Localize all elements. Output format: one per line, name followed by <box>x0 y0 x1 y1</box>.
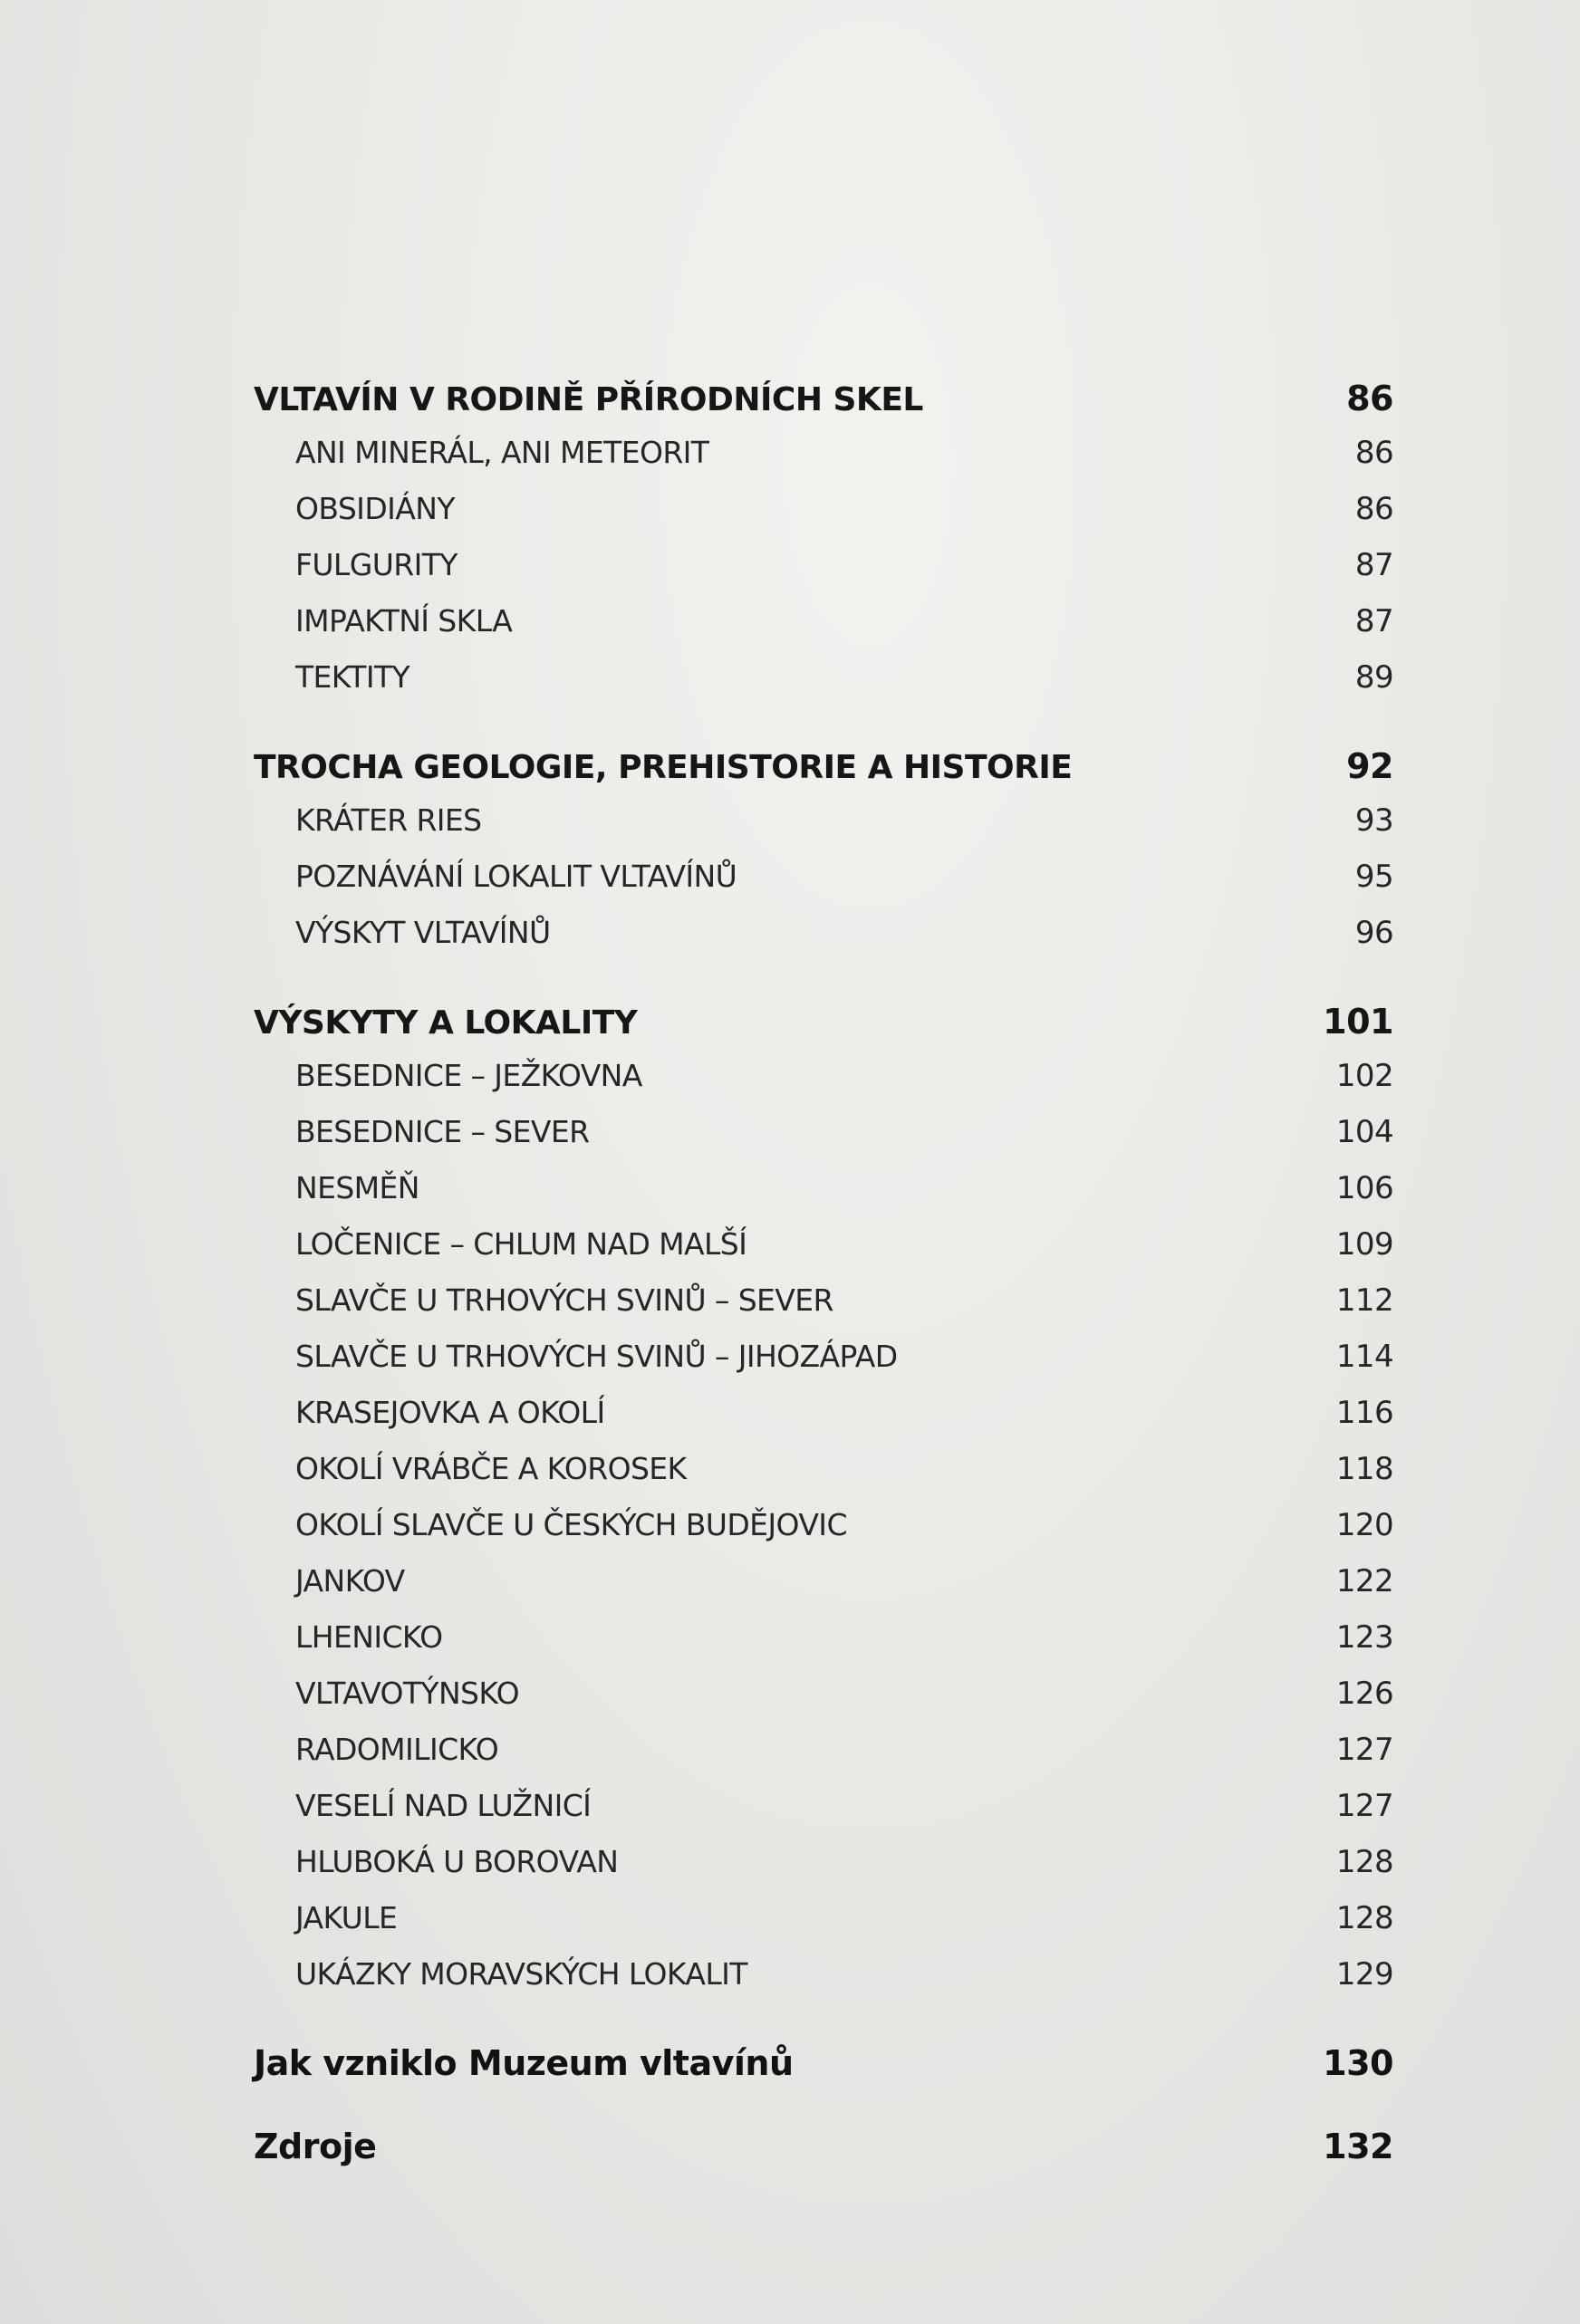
toc-chapter-museum <box>254 2043 1393 2127</box>
entry-title: JAKULE <box>295 1900 398 1935</box>
toc-entry <box>254 1788 1393 1844</box>
entry-title: VLTAVOTÝNSKO <box>295 1676 520 1711</box>
entry-page-number: 120 <box>1335 1507 1393 1543</box>
entry-title: OKOLÍ SLAVČE U ČESKÝCH BUDĚJOVIC <box>295 1507 847 1542</box>
entry-title: POZNÁVÁNÍ LOKALIT VLTAVÍNŮ <box>295 859 737 894</box>
entry-title: RADOMILICKO <box>295 1732 499 1767</box>
entry-page-number: 102 <box>1335 1058 1393 1094</box>
toc-entry <box>254 1619 1393 1676</box>
section-spacer <box>254 2012 1393 2043</box>
entry-page-number: 118 <box>1335 1451 1393 1487</box>
entry-title: BESEDNICE – JEŽKOVNA <box>295 1058 642 1093</box>
toc-entry <box>254 1676 1393 1732</box>
entry-title: FULGURITY <box>295 547 458 582</box>
chapter-page-number: 101 <box>1323 1002 1393 1042</box>
chapter-page-number: 86 <box>1346 379 1393 418</box>
entry-title: LHENICKO <box>295 1619 443 1655</box>
toc-section-geology-history <box>254 746 1393 971</box>
entry-page-number: 104 <box>1335 1114 1393 1150</box>
toc-entry <box>254 1844 1393 1900</box>
toc-entry <box>254 915 1393 971</box>
entry-page-number: 128 <box>1335 1900 1393 1936</box>
entry-title: LOČENICE – CHLUM NAD MALŠÍ <box>295 1226 747 1262</box>
chapter-page-number: 132 <box>1323 2127 1393 2166</box>
entry-title: KRASEJOVKA A OKOLÍ <box>295 1395 605 1430</box>
toc-entry <box>254 1170 1393 1226</box>
toc-entry <box>254 1395 1393 1451</box>
entry-page-number: 129 <box>1335 1956 1393 1993</box>
entry-page-number: 86 <box>1354 491 1393 527</box>
entry-title: IMPAKTNÍ SKLA <box>295 603 513 639</box>
entry-page-number: 109 <box>1335 1226 1393 1263</box>
entry-page-number: 87 <box>1354 603 1393 639</box>
entry-title: SLAVČE U TRHOVÝCH SVINŮ – JIHOZÁPAD <box>295 1339 898 1374</box>
entry-page-number: 126 <box>1335 1676 1393 1712</box>
toc-chapter-sources <box>254 2127 1393 2210</box>
chapter-title: Zdroje <box>254 2127 377 2166</box>
entry-page-number: 127 <box>1335 1788 1393 1824</box>
toc-entry <box>254 1451 1393 1507</box>
toc-entry <box>254 491 1393 547</box>
toc-entry <box>254 1900 1393 1956</box>
entry-page-number: 122 <box>1335 1563 1393 1599</box>
toc-entry <box>254 603 1393 659</box>
entry-page-number: 86 <box>1354 435 1393 471</box>
toc-entry <box>254 1282 1393 1339</box>
toc-chapter-row <box>254 746 1393 802</box>
chapter-title: Jak vzniklo Muzeum vltavínů <box>254 2043 794 2083</box>
entry-page-number: 87 <box>1354 547 1393 583</box>
chapter-page-number: 92 <box>1346 746 1393 786</box>
entry-page-number: 106 <box>1335 1170 1393 1206</box>
entry-page-number: 89 <box>1354 659 1393 696</box>
entry-title: SLAVČE U TRHOVÝCH SVINŮ – SEVER <box>295 1282 833 1318</box>
entry-title: JANKOV <box>295 1563 405 1599</box>
entry-page-number: 127 <box>1335 1732 1393 1768</box>
entry-title: OBSIDIÁNY <box>295 491 455 526</box>
toc-section-natural-glasses <box>254 379 1393 715</box>
toc-entry <box>254 1732 1393 1788</box>
entry-title: HLUBOKÁ U BOROVAN <box>295 1844 619 1879</box>
toc-chapter-row <box>254 379 1393 435</box>
section-spacer <box>254 715 1393 746</box>
toc-entry <box>254 1226 1393 1282</box>
toc-entry <box>254 1956 1393 2012</box>
chapter-title: TROCHA GEOLOGIE, PREHISTORIE A HISTORIE <box>254 749 1073 786</box>
chapter-title: VLTAVÍN V RODINĚ PŘÍRODNÍCH SKEL <box>254 381 923 418</box>
entry-page-number: 96 <box>1354 915 1393 951</box>
toc-chapter-row <box>254 1002 1393 1058</box>
toc-entry <box>254 1339 1393 1395</box>
toc-entry <box>254 547 1393 603</box>
entry-page-number: 128 <box>1335 1844 1393 1880</box>
entry-title: TEKTITY <box>295 659 410 695</box>
entry-title: KRÁTER RIES <box>295 802 482 838</box>
toc-entry <box>254 1563 1393 1619</box>
entry-title: OKOLÍ VRÁBČE A KOROSEK <box>295 1451 687 1486</box>
toc-entry <box>254 1507 1393 1563</box>
toc-entry <box>254 1114 1393 1170</box>
entry-title: NESMĚŇ <box>295 1170 419 1205</box>
entry-page-number: 123 <box>1335 1619 1393 1656</box>
entry-title: VÝSKYT VLTAVÍNŮ <box>295 915 551 950</box>
entry-page-number: 112 <box>1335 1282 1393 1319</box>
toc-entry <box>254 435 1393 491</box>
entry-page-number: 95 <box>1354 859 1393 895</box>
entry-title: UKÁZKY MORAVSKÝCH LOKALIT <box>295 1956 747 1992</box>
section-spacer <box>254 971 1393 1002</box>
table-of-contents <box>254 379 1393 2210</box>
entry-title: BESEDNICE – SEVER <box>295 1114 590 1149</box>
toc-entry <box>254 1058 1393 1114</box>
toc-section-localities <box>254 1002 1393 2012</box>
entry-page-number: 93 <box>1354 802 1393 839</box>
entry-page-number: 114 <box>1335 1339 1393 1375</box>
entry-title: ANI MINERÁL, ANI METEORIT <box>295 435 709 470</box>
toc-entry <box>254 859 1393 915</box>
chapter-page-number: 130 <box>1323 2043 1393 2083</box>
toc-entry <box>254 802 1393 859</box>
toc-entry <box>254 659 1393 715</box>
chapter-title: VÝSKYTY A LOKALITY <box>254 1004 638 1042</box>
entry-page-number: 116 <box>1335 1395 1393 1431</box>
entry-title: VESELÍ NAD LUŽNICÍ <box>295 1788 592 1823</box>
